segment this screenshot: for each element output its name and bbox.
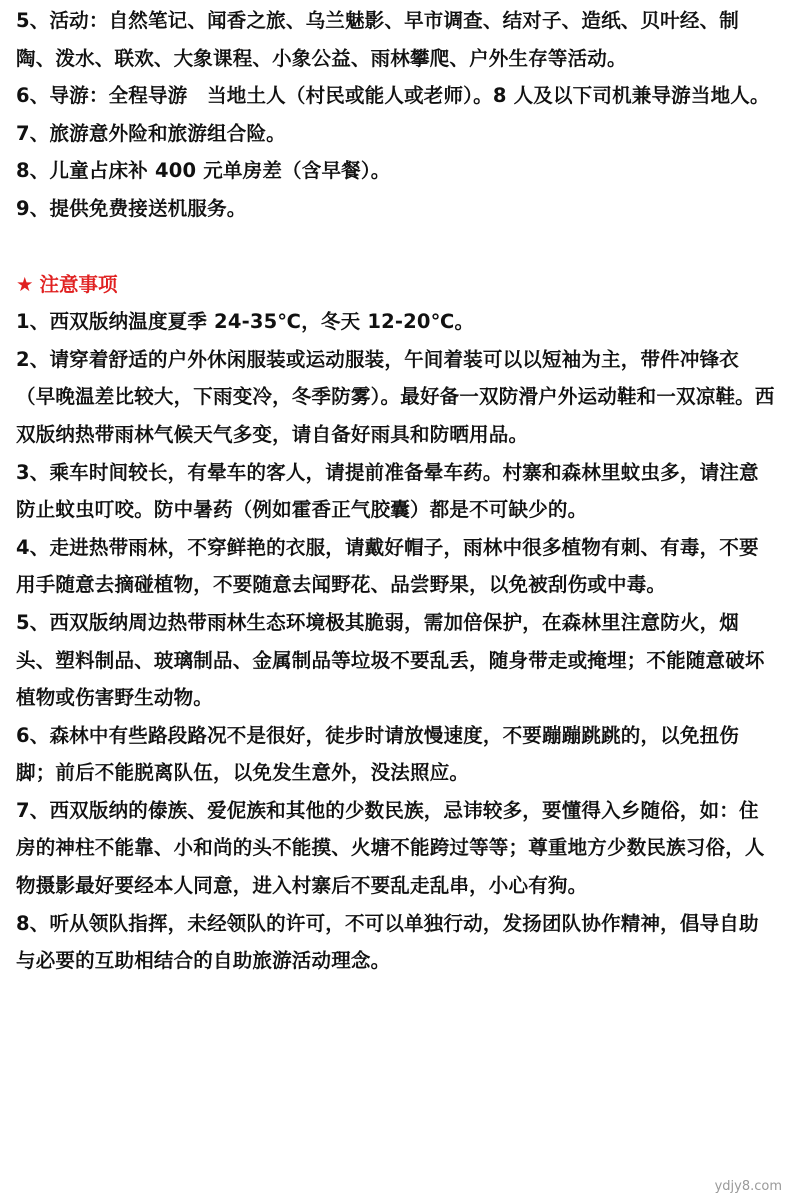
notice-item-team: 8、听从领队指挥，未经领队的许可，不可以单独行动，发扬团队协作精神，倡导自助与必要的互助相结合的自助旅游活动理念。 — [16, 911, 759, 973]
section-spacer — [16, 228, 778, 266]
list-item-child-bed: 8、儿童占床补 400 元单房差（含早餐）。 — [16, 159, 391, 183]
notice-item-trail-safety: 6、森林中有些路段路况不是很好，徒步时请放慢速度，不要蹦蹦跳跳的，以免扭伤脚；前后不能脱离队伍，以免发生意外，没法照应。 — [16, 723, 739, 785]
notice-item-temperature: 1、西双版纳温度夏季 24-35℃，冬天 12-20℃。 — [16, 310, 475, 334]
section-title-text: 注意事项 — [39, 272, 118, 296]
notice-item-ecology: 5、西双版纳周边热带雨林生态环境极其脆弱，需加倍保护，在森林里注意防火，烟头、塑料制品、玻璃制品、金属制品等垃圾不要乱丢，随身带走或掩埋；不能随意破坏植物或伤害野生动物。 — [16, 610, 765, 710]
list-item-activities: 5、活动：自然笔记、闻香之旅、乌兰魅影、早市调查、结对子、造纸、贝叶经、制陶、泼水、联欢、大象课程、小象公益、雨林攀爬、户外生存等活动。 — [16, 9, 739, 70]
section-title — [16, 266, 778, 304]
list-item-airport-transfer: 9、提供免费接送机服务。 — [16, 196, 247, 220]
notice-item-motion-sickness: 3、乘车时间较长，有晕车的客人，请提前准备晕车药。村寨和森林里蚊虫多，请注意防止蚊虫叮咬。防中暑药（例如霍香正气胶囊）都是不可缺少的。 — [16, 460, 759, 522]
notice-item-customs: 7、西双版纳的傣族、爱伲族和其他的少数民族，忌讳较多，要懂得入乡随俗，如：住房的神柱不能靠、小和尚的头不能摸、火塘不能跨过等等；尊重地方少数民族习俗，人物摄影最好要经本人同意，进入村寨后不要乱走乱串，小心有狗。 — [16, 798, 765, 898]
star-icon: ★ — [16, 272, 34, 296]
watermark: ydjy8.com — [714, 1179, 782, 1194]
list-item-insurance: 7、旅游意外险和旅游组合险。 — [16, 121, 286, 145]
notice-item-rainforest: 4、走进热带雨林，不穿鲜艳的衣服，请戴好帽子，雨林中很多植物有刺、有毒，不要用手随意去摘碰植物，不要随意去闻野花、品尝野果，以免被刮伤或中毒。 — [16, 535, 759, 597]
list-item-guide: 6、导游：全程导游 当地土人（村民或能人或老师）。8 人及以下司机兼导游当地人。 — [16, 84, 770, 108]
notice-item-clothing: 2、请穿着舒适的户外休闲服装或运动服装，午间着装可以以短袖为主，带件冲锋衣（早晚温差比较大，下雨变冷，冬季防雾）。最好备一双防滑户外运动鞋和一双凉鞋。西双版纳热带雨林气候天气多变，请自备好雨具和防晒用品。 — [16, 347, 775, 446]
